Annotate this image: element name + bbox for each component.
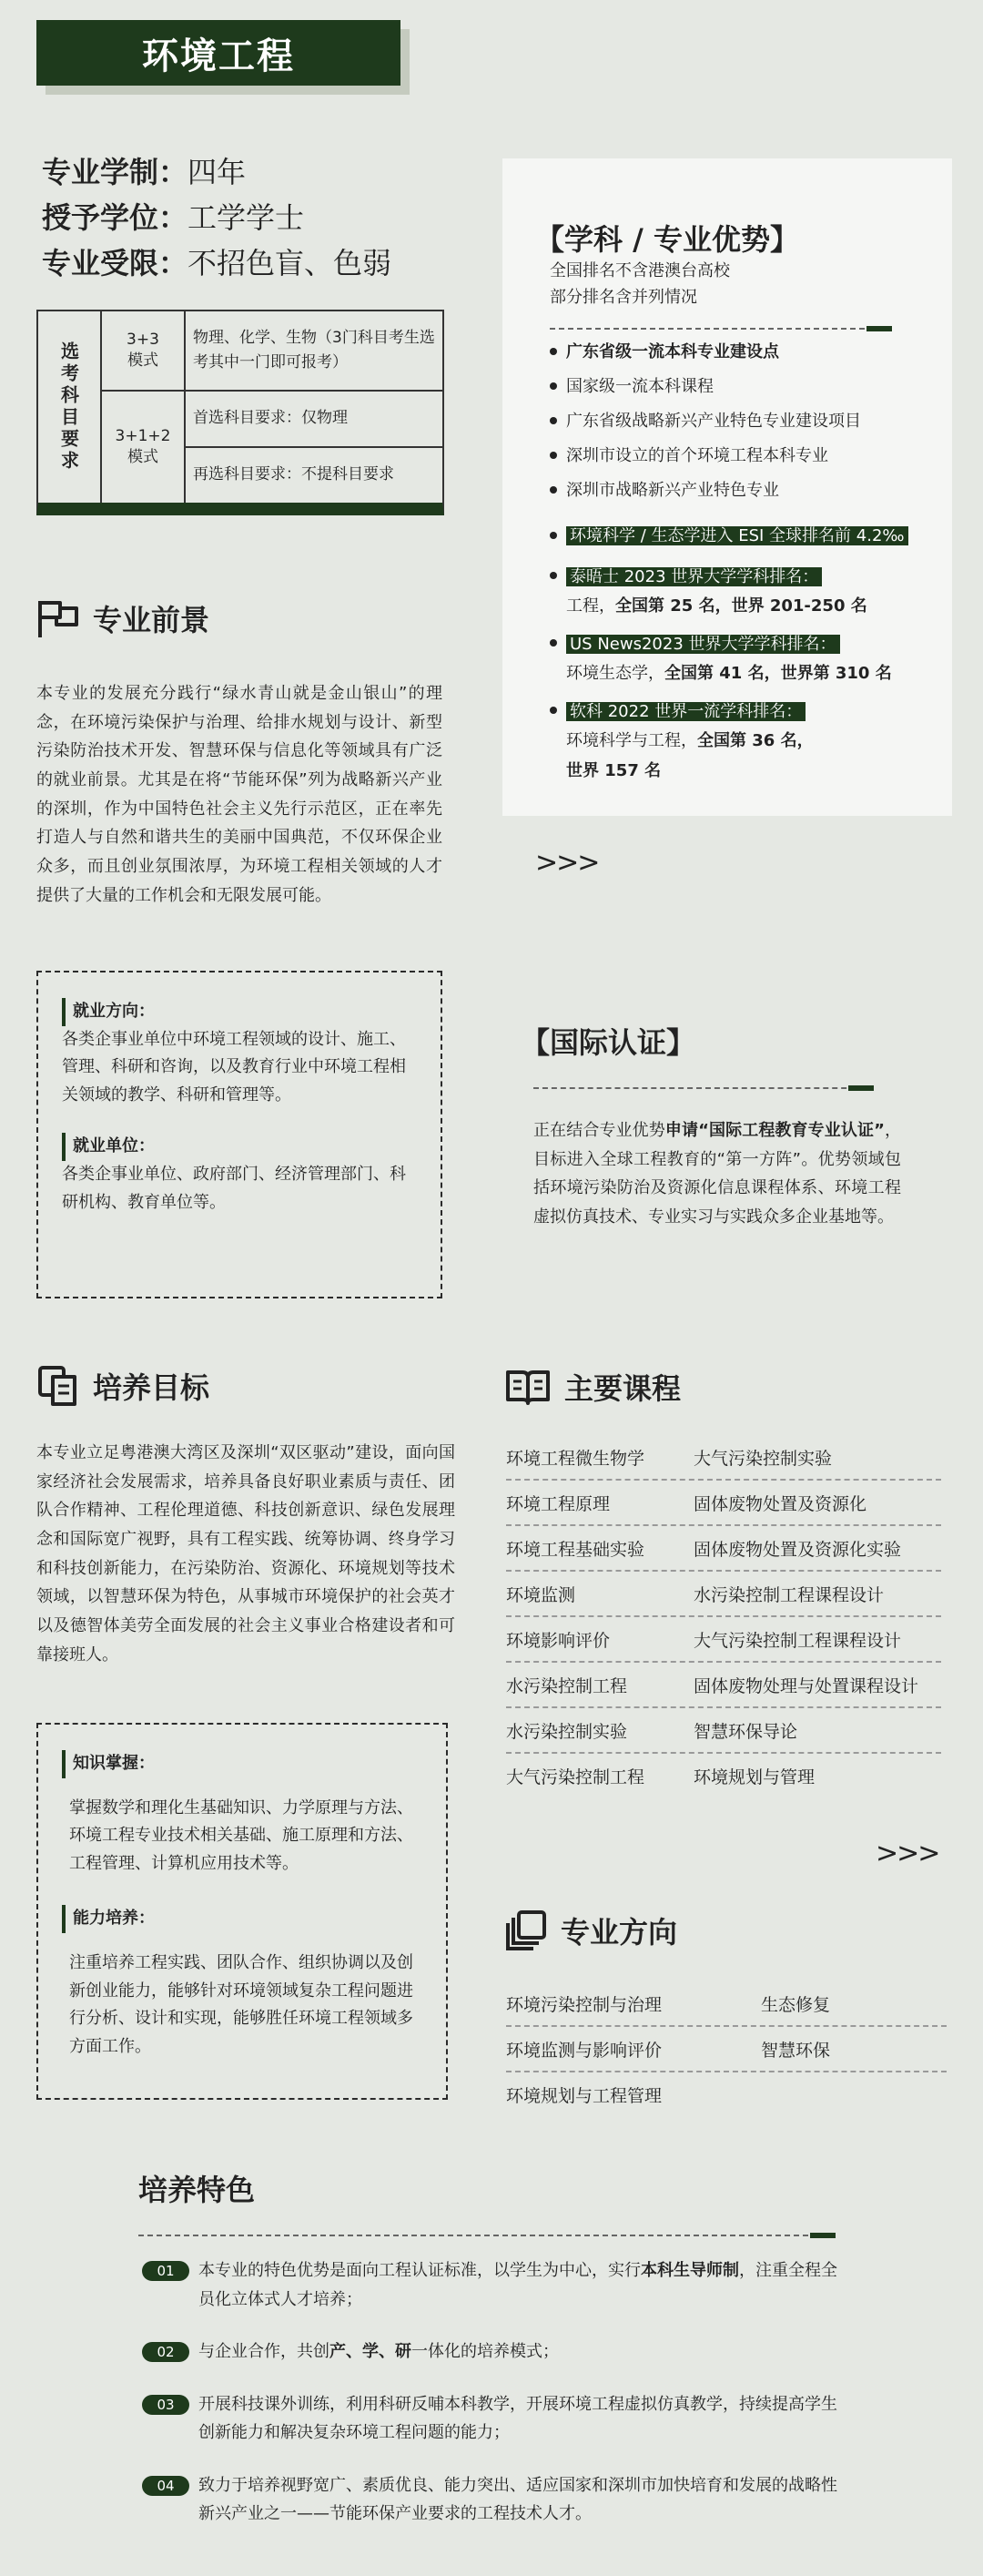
course-row: 环境监测 水污染控制工程课程设计 bbox=[506, 1572, 941, 1617]
advantage-card bbox=[502, 158, 952, 816]
meta-duration: 专业学制：四年 bbox=[42, 155, 247, 189]
page-title: 环境工程 bbox=[36, 20, 400, 86]
req-mode-3-1-2: 3+1+2 模式 bbox=[102, 392, 186, 503]
feature-list bbox=[142, 2256, 843, 2529]
ranking-shanghai: 软科 2022 世界一流学科排名： 环境科学与工程，全国第 36 名， 世界 157 名 bbox=[550, 697, 932, 786]
meta-degree: 授予学位：工学学士 bbox=[42, 200, 305, 235]
feature-rule bbox=[138, 2235, 836, 2236]
direction-heading: 就业方向： bbox=[62, 998, 417, 1026]
flag-icon bbox=[36, 597, 80, 639]
advantage-list bbox=[550, 339, 932, 786]
direction-list bbox=[506, 1981, 947, 2116]
goal-title: 培养目标 bbox=[36, 1364, 209, 1408]
ranking-times: 泰晤士 2023 世界大学学科排名： 工程，全国第 25 名，世界 201-250 名 bbox=[550, 563, 932, 630]
ability-text: 注重培养工程实践、团队合作、组织协调以及创新创业能力，能够针对环境领域复杂工程问题进行分析、设计和实现，能够胜任环境工程领域多方面工作。 bbox=[69, 1952, 413, 2056]
advantage-rule bbox=[550, 328, 892, 330]
subject-requirement-table bbox=[36, 310, 444, 515]
courses-list bbox=[506, 1435, 941, 1797]
direction-text: 各类企事业单位中环境工程领域的设计、施工、管理、科研和咨询，以及教育行业中环境工程相关领域的教学、科研和管理等。 bbox=[62, 1029, 406, 1105]
direction-title: 专业方向 bbox=[504, 1909, 677, 1952]
course-row: 水污染控制实验 智慧环保导论 bbox=[506, 1708, 941, 1754]
req-mode-3-3: 3+3 模式 bbox=[102, 311, 186, 390]
advantage-item: 广东省级一流本科专业建设点 bbox=[550, 339, 932, 373]
ability-heading: 能力培养： bbox=[62, 1905, 422, 1933]
knowledge-heading: 知识掌握： bbox=[62, 1750, 422, 1778]
direction-row: 环境规划与工程管理 bbox=[506, 2085, 663, 2106]
prospect-text: 本专业的发展充分践行“绿水青山就是金山银山”的理念，在环境污染保护与治理、给排水规划与设计、新型污染防治技术开发、智慧环保与信息化等领域具有广泛的就业前景。尤其是在将“节能环保”列为战略新兴产业的深圳，作为中国特色社会主义先行示范区，正在率先打造人与自然和谐共生的美丽中国典范，不仅环保企业众多，而且创业氛围浓厚，为环境工程相关领域的人才提供了大量的工作机会和无限发展可能。 bbox=[36, 684, 442, 905]
direction-row: 环境监测与影响评价 智慧环保 bbox=[506, 2027, 947, 2072]
direction-row: 环境污染控制与治理 生态修复 bbox=[506, 1981, 947, 2027]
advantage-item: 深圳市战略新兴产业特色专业 bbox=[550, 477, 932, 523]
meta-restriction: 专业受限：不招色盲、色弱 bbox=[42, 246, 392, 280]
ranking-esi: 环境科学 / 生态学进入 ESI 全球排名前 4.2‰ bbox=[550, 523, 932, 563]
employment-box bbox=[36, 971, 442, 1298]
more-arrows-icon: >>> bbox=[876, 1838, 939, 1869]
more-arrows-icon: >>> bbox=[535, 847, 599, 879]
intl-title: 【国际认证】 bbox=[521, 1025, 696, 1060]
req-desc-first: 首选科目要求：仅物理 bbox=[186, 392, 442, 448]
courses-title: 主要课程 bbox=[504, 1366, 681, 1408]
unit-heading: 就业单位： bbox=[62, 1133, 417, 1161]
advantage-item: 广东省级战略新兴产业特色专业建设项目 bbox=[550, 408, 932, 443]
document-copy-icon bbox=[36, 1364, 80, 1408]
req-desc-second: 再选科目要求：不提科目要求 bbox=[193, 465, 394, 484]
req-desc-3-3: 物理、化学、生物（3门科目考生选考其中一门即可报考） bbox=[193, 328, 435, 372]
advantage-title: 【学科 / 专业优势】 bbox=[535, 222, 799, 257]
course-row: 环境工程原理 固体废物处置及资源化 bbox=[506, 1481, 941, 1526]
knowledge-text: 掌握数学和理化生基础知识、力学原理与方法、环境工程专业技术相关基础、施工原理和方法、工程管理、计算机应用技术等。 bbox=[69, 1797, 413, 1873]
feature-title: 培养特色 bbox=[138, 2173, 256, 2207]
feature-item: 02 与企业合作，共创产、学、研一体化的培养模式； bbox=[142, 2337, 843, 2367]
req-heading: 选考科目要求 bbox=[38, 311, 102, 503]
intl-rule bbox=[533, 1087, 874, 1089]
layers-icon bbox=[504, 1909, 548, 1952]
feature-item: 03 开展科技课外训练，利用科研反哺本科教学，开展环境工程虚拟仿真教学，持续提高学生创新能力和解决复杂环境工程问题的能力； bbox=[142, 2390, 843, 2448]
intl-text: 正在结合专业优势申请“国际工程教育专业认证”，目标进入全球工程教育的“第一方阵”。优势领域包括环境污染防治及资源化信息课程体系、环境工程虚拟仿真技术、专业实习与实践众多企业基地等。 bbox=[533, 1121, 902, 1227]
course-row: 环境工程基础实验 固体废物处置及资源化实验 bbox=[506, 1526, 941, 1572]
course-row: 水污染控制工程 固体废物处理与处置课程设计 bbox=[506, 1663, 941, 1708]
ability-box bbox=[36, 1723, 448, 2100]
goal-text: 本专业立足粤港澳大湾区及深圳“双区驱动”建设，面向国家经济社会发展需求，培养具备良好职业素质与责任、团队合作精神、工程伦理道德、科技创新意识、绿色发展理念和国际宽广视野，具有工程实践、统筹协调、终身学习和科技创新能力，在污染防治、资源化、环境规划等技术领域，以智慧环保为特色，从事城市环境保护的社会英才以及德智体美劳全面发展的社会主义事业合格建设者和可靠接班人。 bbox=[36, 1443, 455, 1665]
feature-item: 04 致力于培养视野宽广、素质优良、能力突出、适应国家和深圳市加快培育和发展的战略性新兴产业之一——节能环保产业要求的工程技术人才。 bbox=[142, 2471, 843, 2529]
course-row: 大气污染控制工程 环境规划与管理 bbox=[506, 1767, 816, 1787]
prospect-title: 专业前景 bbox=[36, 597, 209, 639]
advantage-item: 深圳市设立的首个环境工程本科专业 bbox=[550, 443, 932, 477]
feature-item: 01 本专业的特色优势是面向工程认证标准，以学生为中心，实行本科生导师制，注重全程全员化立体式人才培养； bbox=[142, 2256, 843, 2314]
course-row: 环境工程微生物学 大气污染控制实验 bbox=[506, 1435, 941, 1481]
course-row: 环境影响评价 大气污染控制工程课程设计 bbox=[506, 1617, 941, 1663]
ranking-usnews: US News2023 世界大学学科排名： 环境生态学，全国第 41 名，世界第 310 名 bbox=[550, 630, 932, 697]
unit-text: 各类企事业单位、政府部门、经济管理部门、科研机构、教育单位等。 bbox=[62, 1164, 406, 1212]
advantage-item: 国家级一流本科课程 bbox=[550, 373, 932, 408]
advantage-note: 全国排名不含港澳台高校 部分排名含并列情况 bbox=[550, 261, 730, 307]
book-icon bbox=[504, 1367, 552, 1407]
